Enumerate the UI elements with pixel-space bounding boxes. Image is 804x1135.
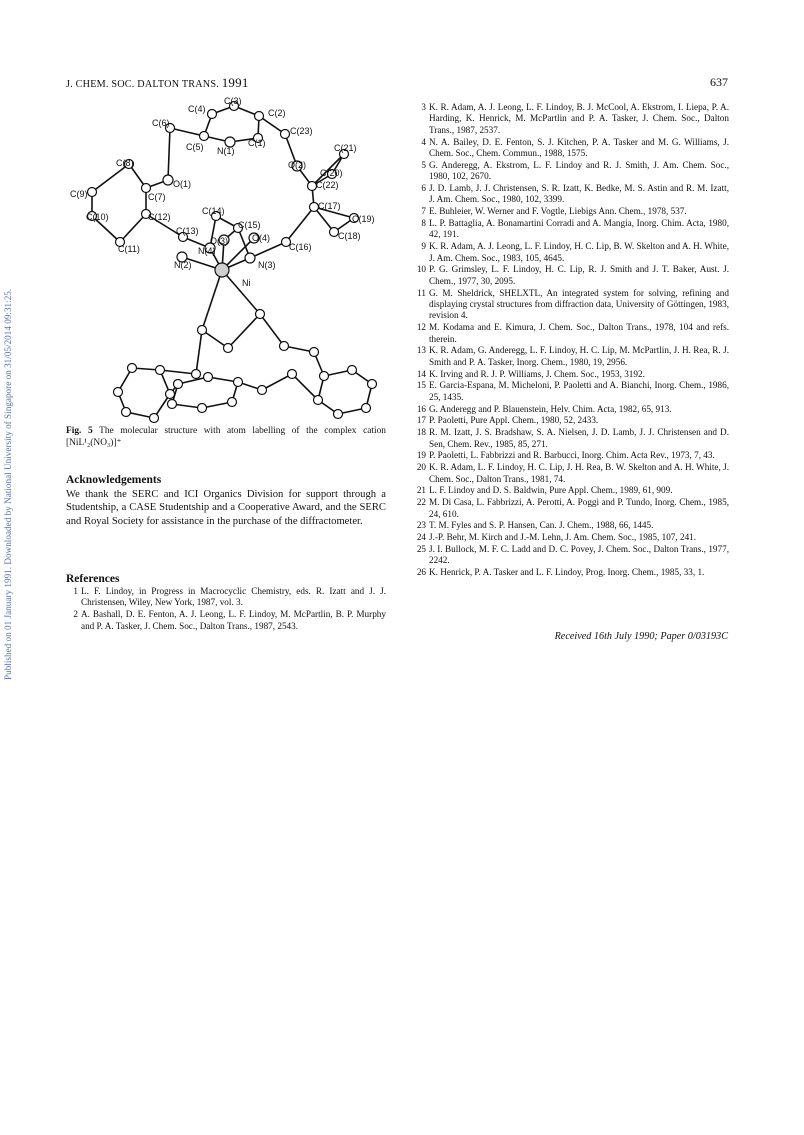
reference-item	[414, 380, 729, 403]
reference-number: 18	[416, 427, 426, 438]
atom-label: C(4)	[188, 104, 206, 114]
atom-ball	[368, 380, 377, 389]
atom-ball	[156, 366, 165, 375]
atom-ball	[166, 390, 175, 399]
reference-text: L. F. Lindoy and D. S. Baldwin, Pure Appl. Chem., 1989, 61, 909.	[429, 485, 673, 496]
reference-text: P. G. Grimsley, L. F. Lindoy, H. C. Lip, R. J. Smith and J. T. Baker, Aust. J. Chem., 1977, 30, 2095.	[429, 264, 729, 286]
atom-ball	[128, 364, 137, 373]
reference-text: K. Irving and R. J. P. Williams, J. Chem. Soc., 1953, 3192.	[429, 368, 645, 379]
reference-number: 14	[416, 368, 426, 379]
atom-ball	[215, 263, 229, 277]
atom-ball	[288, 370, 297, 379]
atom-label: O(2)	[288, 160, 306, 170]
atom-label: N(3)	[258, 260, 276, 270]
journal-year: 1991	[221, 75, 249, 90]
reference-number: 23	[416, 520, 426, 531]
reference-number: 15	[416, 380, 426, 391]
atom-ball	[168, 400, 177, 409]
atom-ball	[88, 188, 97, 197]
atom-label: N(4)	[198, 246, 216, 256]
bond-line	[228, 314, 260, 348]
reference-number: 25	[416, 544, 426, 555]
figure-label: Fig. 5	[66, 426, 93, 436]
reference-text: J.-P. Behr, M. Kirch and J.-M. Lehn, J. Am. Chem. Soc., 1985, 107, 241.	[429, 532, 697, 543]
reference-text: R. M. Izatt, J. S. Bradshaw, S. A. Nielsen, J. D. Lamb, J. J. Christensen and D. Sen, Chem. Rev., 1985, 85, 271.	[429, 427, 729, 449]
reference-text: M. Di Casa, L. Fabbrizzi, A. Perotti, A. Poggi and P. Tundo, Inorg. Chem., 1985, 24, 610.	[429, 497, 729, 519]
bond-line	[260, 314, 284, 346]
atom-ball	[334, 410, 343, 419]
journal-name: J. CHEM. SOC. DALTON TRANS.	[66, 79, 219, 90]
reference-text: K. R. Adam, G. Anderegg, L. F. Lindoy, H. C. Lip, M. McPartlin, J. H. Rea, R. J. Smith and P. A. Tasker, Inorg. Chem., 1980, 19, 2956.	[429, 345, 729, 367]
atom-ball	[255, 112, 264, 121]
atom-label: C(20)	[320, 168, 343, 178]
reference-item	[414, 264, 729, 287]
reference-item	[414, 485, 729, 496]
reference-number: 5	[421, 159, 426, 170]
atom-label: C(7)	[148, 192, 166, 202]
atom-ball	[198, 404, 207, 413]
reference-text: M. Kodama and E. Kimura, J. Chem. Soc., Dalton Trans., 1978, 104 and refs. therein.	[429, 322, 729, 344]
reference-text: N. A. Bailey, D. E. Fenton, S. J. Kitchen, P. A. Tasker and M. G. Williams, J. Chem. Soc., Chem. Commun., 1988, 1575.	[429, 136, 729, 159]
atom-label: C(10)	[86, 212, 109, 222]
reference-number: 3	[421, 102, 426, 112]
reference-number: 19	[416, 450, 426, 461]
reference-number: 24	[416, 532, 426, 543]
bond-line	[222, 270, 260, 314]
molecule-drawing	[62, 92, 392, 424]
reference-item	[414, 404, 729, 415]
atom-label: O(3)	[210, 236, 228, 246]
reference-text: P. Paoletti, Pure Appl. Chem., 1980, 52, 2433.	[429, 415, 599, 426]
references-list-left	[66, 586, 386, 632]
reference-item	[414, 369, 729, 380]
bond-line	[170, 128, 204, 136]
reference-number: 16	[416, 403, 426, 414]
atom-label: C(9)	[70, 189, 88, 199]
reference-item	[414, 532, 729, 543]
reference-item	[414, 544, 729, 567]
atom-label: Ni	[242, 278, 251, 288]
reference-number: 12	[416, 322, 426, 333]
atom-ball	[256, 310, 265, 319]
atom-label: C(22)	[316, 180, 339, 190]
reference-number: 11	[417, 287, 426, 298]
reference-text: E. Garcia-Espana, M. Micheloni, P. Paoletti and A. Bianchi, Inorg. Chem., 1986, 25, 1435.	[429, 380, 729, 402]
atom-label: C(21)	[334, 143, 357, 153]
reference-item	[414, 322, 729, 345]
reference-item	[414, 137, 729, 160]
reference-item	[414, 160, 729, 183]
atom-label: C(15)	[238, 220, 261, 230]
reference-number: 20	[416, 462, 426, 473]
atom-ball	[198, 326, 207, 335]
atom-label: O(4)	[252, 233, 270, 243]
reference-number: 22	[416, 497, 426, 508]
bond-line	[92, 164, 129, 192]
atom-ball	[234, 378, 243, 387]
reference-item	[414, 520, 729, 531]
reference-item	[414, 345, 729, 368]
atom-label: C(5)	[186, 142, 204, 152]
bond-line	[250, 242, 286, 258]
download-watermark: Published on 01 January 1991. Downloaded by National University of Singapore on 31/05/2014 09:31:25.	[3, 288, 13, 680]
atom-label: C(12)	[148, 212, 171, 222]
received-date: Received 16th July 1990; Paper 0/03193C	[554, 631, 728, 642]
atom-label: C(16)	[289, 242, 312, 252]
molecular-structure-figure	[62, 92, 392, 424]
atom-ball	[204, 373, 213, 382]
bond-line	[120, 214, 146, 242]
reference-item	[414, 450, 729, 461]
reference-number: 7	[421, 206, 426, 217]
acknowledgements-heading: Acknowledgements	[66, 474, 162, 486]
atom-label: C(13)	[176, 226, 199, 236]
reference-text: L. F. Lindoy, in Progress in Macrocyclic Chemistry, eds. R. Izatt and J. J. Christensen, Wiley, New York, 1987, vol. 3.	[81, 586, 386, 608]
reference-item	[414, 567, 729, 578]
atom-ball	[314, 396, 323, 405]
atom-ball	[280, 342, 289, 351]
reference-text: T. M. Fyles and S. P. Hansen, Can. J. Chem., 1988, 66, 1445.	[429, 520, 654, 531]
reference-text: L. P. Battaglia, A. Bonamartini Corradi and A. Mangia, Inorg. Chim. Acta, 1980, 42, 191.	[429, 218, 729, 240]
atom-label: C(8)	[116, 158, 134, 168]
bond-line	[168, 128, 170, 180]
reference-item	[414, 183, 729, 206]
atom-label: C(11)	[118, 244, 140, 254]
reference-text: K. R. Adam, L. F. Lindoy, H. C. Lip, J. H. Rea, B. W. Skelton and A. H. White, J. Chem. Soc., Dalton Trans., 1981, 74.	[429, 462, 729, 484]
reference-text: E. Buhleier, W. Werner and F. Vogtle, Liebigs Ann. Chem., 1978, 537.	[429, 206, 687, 217]
atom-ball	[320, 372, 329, 381]
atom-ball	[348, 366, 357, 375]
atom-ball	[245, 253, 255, 263]
reference-item	[66, 609, 386, 632]
reference-text: G. M. Sheldrick, SHELXTL, An integrated system for solving, refining and displaying crystal structures from diffraction data, University of Göttingen, 1983, revision 4.	[429, 287, 729, 321]
atom-label: C(18)	[338, 231, 361, 241]
reference-item	[414, 497, 729, 520]
reference-number: 13	[416, 345, 426, 356]
reference-item	[66, 586, 386, 609]
atom-ball	[114, 388, 123, 397]
figure-caption-text: The molecular structure with atom labelling of the complex cation [NiL¹₂(NO₃)]⁺	[66, 426, 386, 448]
reference-text: J. D. Lamb, J. J. Christensen, S. R. Izatt, K. Bedke, M. S. Astin and R. M. Izatt, J. Am. Chem. Soc., 1980, 102, 3399.	[429, 183, 729, 205]
figure-caption	[66, 426, 386, 449]
reference-number: 8	[421, 218, 426, 229]
reference-text: P. Paoletti, L. Fabbrizzi and R. Barbucci, Inorg. Chim. Acta Rev., 1973, 7, 43.	[429, 450, 715, 461]
atom-ball	[174, 380, 183, 389]
reference-item	[414, 206, 729, 217]
reference-text: G. Anderegg and P. Blauenstein, Helv. Chim. Acta, 1982, 65, 913.	[429, 403, 672, 414]
reference-item	[414, 241, 729, 264]
reference-number: 26	[416, 567, 426, 578]
atom-label: C(3)	[224, 96, 242, 106]
atom-label: N(2)	[174, 260, 192, 270]
atom-ball	[228, 398, 237, 407]
reference-number: 4	[421, 136, 426, 147]
reference-text: K. R. Adam, A. J. Leong, L. F. Lindoy, H. C. Lip, B. W. Skelton and A. H. White, J. Am. Chem. Soc., 1983, 105, 4645.	[429, 241, 729, 263]
reference-number: 2	[73, 609, 78, 620]
reference-number: 1	[73, 586, 78, 596]
reference-item	[414, 218, 729, 241]
reference-item	[414, 462, 729, 485]
references-heading: References	[66, 573, 120, 585]
atom-ball	[362, 404, 371, 413]
atom-ball	[200, 132, 209, 141]
atom-label: C(17)	[318, 201, 341, 211]
reference-number: 6	[421, 183, 426, 194]
references-list-right	[414, 102, 729, 579]
reference-text: K. Henrick, P. A. Tasker and L. F. Lindoy, Prog. Inorg. Chem., 1985, 33, 1.	[429, 567, 705, 578]
reference-number: 21	[416, 485, 426, 496]
atom-ball	[163, 175, 173, 185]
running-header	[66, 75, 249, 91]
reference-item	[414, 427, 729, 450]
atom-ball	[281, 130, 290, 139]
bond-line	[202, 270, 222, 330]
bond-line	[196, 330, 202, 374]
atom-ball	[224, 344, 233, 353]
bond-line	[160, 370, 196, 374]
atom-label: N(1)	[217, 146, 235, 156]
reference-number: 9	[421, 241, 426, 252]
atom-ball	[122, 408, 131, 417]
reference-text: J. I. Bullock, M. F. C. Ladd and D. C. Povey, J. Chem. Soc., Dalton Trans., 1977, 2242.	[429, 544, 729, 566]
reference-text: K. R. Adam, A. J. Leong, L. F. Lindoy, B. J. McCool, A. Ekstrom, I. Liepa, P. A. Harding, K. Henrick, M. McPartlin and P. A. Tasker, J. Chem. Soc., Dalton Trans., 1987, 2537.	[429, 102, 729, 135]
atom-label: O(1)	[173, 179, 191, 189]
reference-item	[414, 288, 729, 322]
atom-label: C(1)	[248, 138, 266, 148]
atom-ball	[258, 386, 267, 395]
reference-item	[414, 415, 729, 426]
atom-ball	[310, 348, 319, 357]
reference-item	[414, 102, 729, 136]
atom-label: C(14)	[202, 206, 225, 216]
bond-line	[292, 374, 318, 400]
reference-text: A. Bashall, D. E. Fenton, A. J. Leong, L. F. Lindoy, M. McPartlin, B. P. Murphy and P. A. Tasker, J. Chem. Soc., Dalton Trans., 1987, 2543.	[81, 609, 386, 631]
atom-ball	[208, 110, 217, 119]
reference-number: 17	[416, 415, 426, 426]
atom-label: C(19)	[352, 214, 375, 224]
atom-label: C(23)	[290, 126, 313, 136]
atom-label: C(6)	[152, 118, 170, 128]
atom-label: C(2)	[268, 108, 286, 118]
page-number: 637	[710, 75, 728, 89]
atom-ball	[192, 370, 201, 379]
reference-number: 10	[416, 264, 426, 275]
reference-text: G. Anderegg, A. Ekstrom, L. F. Lindoy and R. J. Smith, J. Am. Chem. Soc., 1980, 102, 2670.	[429, 159, 729, 182]
acknowledgements-text: We thank the SERC and ICI Organics Division for support through a Studentship, a CASE Studentship and a Cooperative Award, and the SERC and Royal Society for assistance in the purchase of the diffractometer.	[66, 489, 386, 527]
bond-line	[286, 207, 314, 242]
atom-ball	[150, 414, 159, 423]
